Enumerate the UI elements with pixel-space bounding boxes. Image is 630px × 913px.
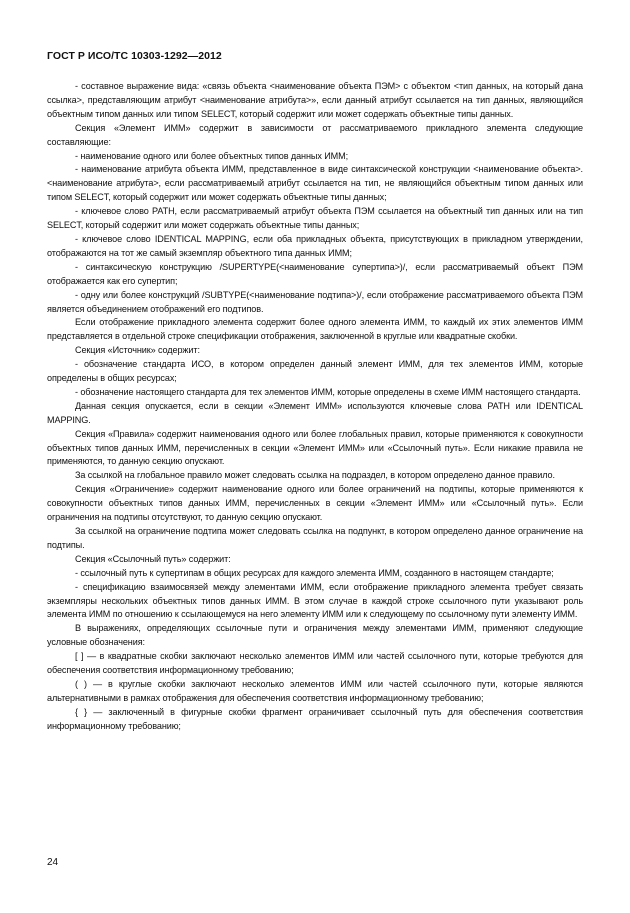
page-number: 24 xyxy=(47,857,59,868)
page-body xyxy=(47,80,583,734)
paragraph: За ссылкой на глобальное правило может следовать ссылка на подраздел, в котором определено данное правило. xyxy=(75,470,555,481)
paragraph: - синтаксическую конструкцию /SUPERTYPE(<наименование супертипа>)/, если рассматриваемый объект ПЭМ отображается как его супертип; xyxy=(47,261,583,286)
paragraph: Секция «Ссылочный путь» содержит: xyxy=(75,553,231,564)
paragraph: В выражениях, определяющих ссылочные пути и ограничения между элементами ИММ, применяют следующие условные обозначения: xyxy=(47,623,583,648)
symbol-definition: [ ] — в квадратные скобки заключают несколько элементов ИММ или частей ссылочного пути, которые требуются для обеспечения соответствия информационному требованию; xyxy=(47,651,583,676)
paragraph: Данная секция опускается, если в секции «Элемент ИММ» используются ключевые слова PATH или IDENTICAL MAPPING. xyxy=(47,400,583,425)
paragraph: Секция «Источник» содержит: xyxy=(75,345,200,356)
paragraph: - ключевое слово IDENTICAL MAPPING, если оба прикладных объекта, присутствующих в прикладном утверждении, отображаются на тот же самый экземпляр объектного типа данных ИММ; xyxy=(47,233,583,258)
paragraph: - составное выражение вида: «связь объекта <наименование объекта ПЭМ> с объектом <тип данных, на который дана ссылка>, представляющим атрибут <наименование атрибута>», если данный атрибут ссылается на тип данных, являющийся объектным типом данных или типом SELECT, который содержит или может содержать объектные типы данных. xyxy=(47,81,583,119)
symbol-definition: ( ) — в круглые скобки заключают несколько элементов ИММ или частей ссылочного пути, которые являются альтернативными в рамках отображения для обеспечения соответствия информационному требованию; xyxy=(47,678,583,703)
paragraph: - обозначение стандарта ИСО, в котором определен данный элемент ИММ, для тех элементов ИММ, которые определены в общих ресурсах; xyxy=(47,359,583,384)
paragraph: Секция «Правила» содержит наименования одного или более глобальных правил, которые применяются к совокупности объектных типов данных ИММ, перечисленных в секции «Элемент ИММ» или «Ссылочный путь». Если никакие правила не применяются, то данную секцию опускают. xyxy=(47,428,583,467)
document-header: ГОСТ Р ИСО/ТС 10303-1292—2012 xyxy=(47,50,222,62)
symbol-definition: { } — заключенный в фигурные скобки фрагмент ограничивает ссылочный путь для обеспечения соответствия информационному требованию; xyxy=(47,706,583,731)
paragraph: - наименование атрибута объекта ИММ, представленное в виде синтаксической конструкции <наименование объекта>.<наименование атрибута>, если рассматриваемый атрибут ссылается на тип, не являющийся объектным типом данных или типом SELECT, который содержит или может содержать объектные типы данных; xyxy=(47,164,583,203)
paragraph: Секция «Ограничение» содержит наименование одного или более ограничений на подтипы, которые применяются к совокупности объектных типов данных ИММ, перечисленных в секции «Элемент ИММ» или «Ссылочный путь». Если ограничения на подтипы отсутствуют, то данную секцию опускают. xyxy=(47,484,583,523)
paragraph: Секция «Элемент ИММ» содержит в зависимости от рассматриваемого прикладного элемента следующие составляющие: xyxy=(47,122,583,147)
paragraph: - спецификацию взаимосвязей между элементами ИММ, если отображение прикладного элемента требует связать экземпляры нескольких объектных типов данных ИММ. В этом случае в каждой строке ссылочного пути указывают роль элемента ИММ по отношению к ссылающемуся на него элементу ИММ или к следующему по ссылочному пути элементу ИММ. xyxy=(47,581,583,620)
paragraph: Если отображение прикладного элемента содержит более одного элемента ИММ, то каждый их этих элементов ИММ представляется в отдельной строке спецификации отображения, заключенной в круглые или квадратные скобки. xyxy=(47,317,583,342)
paragraph: - обозначение настоящего стандарта для тех элементов ИММ, которые определены в схеме ИММ настоящего стандарта. xyxy=(75,386,581,397)
paragraph: За ссылкой на ограничение подтипа может следовать ссылка на подпункт, в котором определено данное ограничение на подтипы. xyxy=(47,526,583,550)
paragraph: - ключевое слово PATH, если рассматриваемый атрибут объекта ПЭМ ссылается на объектный тип данных или на тип SELECT, который содержит или может содержать объектные типы данных; xyxy=(47,206,583,231)
paragraph: - наименование одного или более объектных типов данных ИММ; xyxy=(75,150,349,161)
paragraph: - одну или более конструкций /SUBTYPE(<наименование подтипа>)/, если отображение рассматриваемого объекта ПЭМ является объединением отображений его подтипов. xyxy=(47,289,583,314)
paragraph: - ссылочный путь к супертипам в общих ресурсах для каждого элемента ИММ, созданного в настоящем стандарте; xyxy=(75,567,554,578)
